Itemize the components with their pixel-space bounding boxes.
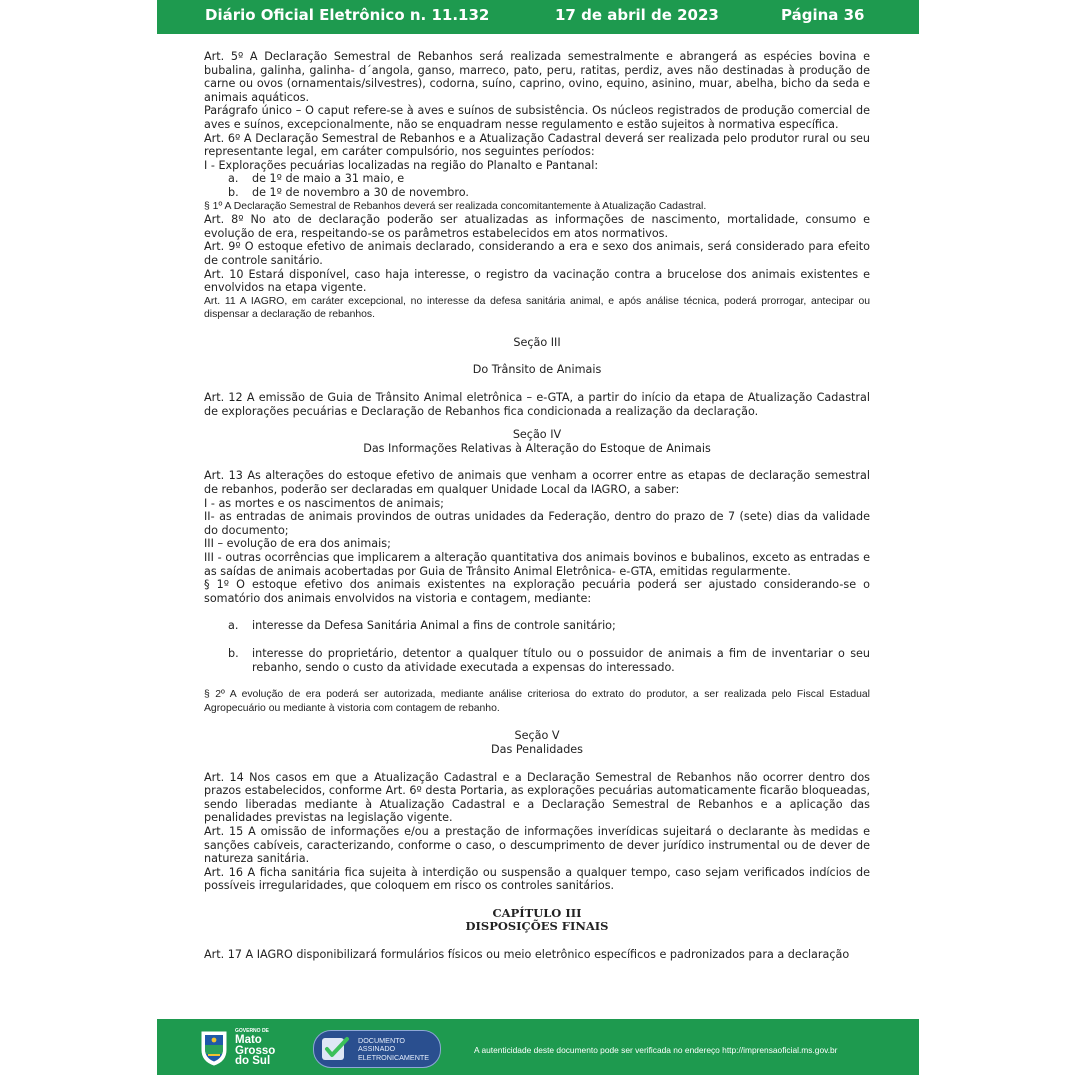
art-11: Art. 11 A IAGRO, em caráter excepcional, no interesse da defesa sanitária animal, e após análise técnica, poderá prorrogar, antecipar ou dispensar a declaração de rebanhos. xyxy=(204,295,870,321)
chapter-3-heading: CAPÍTULO III xyxy=(492,905,582,920)
list-text: de 1º de novembro a 30 de novembro. xyxy=(252,185,469,199)
art-13-inciso-3b: III - outras ocorrências que implicarem a alteração quantitativa dos animais bovinos e bubalinos, exceto as entradas e as saídas de animais acobertadas por Guia de Trânsito Animal Eletrônica- e-GTA, emitidas regularmente. xyxy=(204,551,870,578)
authenticity-note: A autenticidade deste documento pode ser verificada no endereço http://imprensaoficial.ms.gov.br xyxy=(474,1045,838,1055)
document-body xyxy=(204,50,870,962)
header-title: Diário Oficial Eletrônico n. 11.132 xyxy=(205,6,490,24)
ms-logo-line: Grosso xyxy=(235,1044,276,1057)
art-5: Art. 5º A Declaração Semestral de Rebanhos será realizada semestralmente e abrangerá as espécies bovina e bubalina, galinha, galinha- d´angola, ganso, marreco, pato, peru, ratitas, perdiz, aves não destinadas à produção de carne ou ovos (ornamentais/silvestres), codorna, suíno, caprino, ovino, equino, asinino, muar, abelha, bicho da seda e animais aquáticos. xyxy=(204,50,870,104)
header-date: 17 de abril de 2023 xyxy=(555,6,719,24)
signed-document-badge xyxy=(313,1030,441,1068)
page-header xyxy=(157,0,919,34)
page-footer xyxy=(157,1019,919,1075)
art-13: Art. 13 As alterações do estoque efetivo de animais que venham a ocorrer entre as etapas de declaração semestral de rebanhos, poderão ser declaradas em qualquer Unidade Local da IAGRO, a saber: xyxy=(204,469,870,497)
checkmark-icon xyxy=(320,1035,350,1063)
chapter-3-title: DISPOSIÇÕES FINAIS xyxy=(465,919,609,934)
header-page-number: Página 36 xyxy=(781,6,865,24)
document-page xyxy=(157,0,919,1075)
art-8: Art. 8º No ato de declaração poderão ser atualizadas as informações de nascimento, mortalidade, consumo e evolução de era, respeitando-se os parâmetros estabelecidos em atos normativos. xyxy=(204,213,870,240)
section-3-heading: Seção III xyxy=(513,335,561,349)
art-15: Art. 15 A omissão de informações e/ou a prestação de informações inverídicas sujeitará o declarante às medidas e sanções cabíveis, caracterizando, conforme o caso, o descumprimento de dever jurídico instrumental ou de dever de natureza sanitária. xyxy=(204,824,870,866)
badge-text xyxy=(358,1037,429,1062)
art-12: Art. 12 A emissão de Guia de Trânsito Animal eletrônica – e-GTA, a partir do início da etapa de Atualização Cadastral de explorações pecuárias e Declaração de Rebanhos fica condicionada a realização da declaração. xyxy=(204,391,870,418)
section-4-title: Das Informações Relativas à Alteração do Estoque de Animais xyxy=(363,441,711,455)
art-6-paragrafo-1: § 1º A Declaração Semestral de Rebanhos deverá ser realizada concomitantemente à Atualização Cadastral. xyxy=(204,200,707,212)
art-10: Art. 10 Estará disponível, caso haja interesse, o registro da vacinação contra a brucelose dos animais existentes e envolvidos na etapa vigente. xyxy=(204,267,870,295)
list-marker: b. xyxy=(228,646,239,660)
art-13-inciso-1: I - as mortes e os nascimentos de animais; xyxy=(204,496,444,510)
ms-logo-line: do Sul xyxy=(235,1055,271,1067)
ms-logo-line: Mato xyxy=(235,1034,262,1046)
list-item xyxy=(204,186,870,200)
section-5-title: Das Penalidades xyxy=(490,742,584,756)
section-5-heading: Seção V xyxy=(514,729,560,743)
list-text: interesse da Defesa Sanitária Animal a fins de controle sanitário; xyxy=(252,619,616,633)
art-6: Art. 6º A Declaração Semestral de Rebanhos e a Atualização Cadastral deverá ser realizada pelo produtor rural ou seu representante legal, em caráter compulsório, nos seguintes períodos: xyxy=(204,131,870,159)
badge-line: DOCUMENTO xyxy=(358,1036,405,1045)
list-item xyxy=(204,619,870,633)
list-marker: a. xyxy=(228,619,239,633)
art-5-paragrafo-unico: Parágrafo único – O caput refere-se à aves e suínos de subsistência. Os núcleos registrados de produção comercial de aves e suínos, excepcionalmente, não se enquadram nesse regulamento e estão sujeitos à normativa específica. xyxy=(204,104,870,131)
list-marker: b. xyxy=(228,185,239,199)
art-13-inciso-3: III – evolução de era dos animais; xyxy=(204,537,391,551)
art-13-paragrafo-1: § 1º O estoque efetivo dos animais existentes na exploração pecuária poderá ser ajustado considerando-se o somatório dos animais envolvidos na vistoria e contagem, mediante: xyxy=(204,578,870,605)
section-4-heading: Seção IV xyxy=(512,428,562,442)
ms-logo-text xyxy=(235,1028,275,1067)
art-16: Art. 16 A ficha sanitária fica sujeita à interdição ou suspensão a qualquer tempo, caso sejam verificados indícios de possíveis irregularidades, que coloquem em risco os controles sanitários. xyxy=(204,865,870,893)
art-13-paragrafo-2: § 2º A evolução de era poderá ser autorizada, mediante análise criteriosa do extrato do produtor, a ser realizada pelo Fiscal Estadual Agropecuário ou mediante à vistoria com contagem de rebanho. xyxy=(204,689,870,714)
list-item xyxy=(204,172,870,186)
list-marker: a. xyxy=(228,172,239,186)
list-item xyxy=(204,647,870,674)
state-shield-icon xyxy=(199,1030,229,1066)
art-13-inciso-2: II- as entradas de animais provindos de outras unidades da Federação, dentro do prazo de 7 (sete) dias da validade do documento; xyxy=(204,510,870,537)
badge-line: ASSINADO xyxy=(358,1044,396,1054)
art-17: Art. 17 A IAGRO disponibilizará formulários físicos ou meio eletrônico específicos e padronizados para a declaração xyxy=(204,948,850,962)
art-6-inciso-1: I - Explorações pecuárias localizadas na região do Planalto e Pantanal: xyxy=(204,158,599,172)
ms-government-logo xyxy=(199,1028,291,1068)
list-text: interesse do proprietário, detentor a qualquer título ou o possuidor de animais a fim de inventariar o seu rebanho, sendo o custo da atividade executada a expensas do interessado. xyxy=(252,646,870,674)
art-9: Art. 9º O estoque efetivo de animais declarado, considerando a era e sexo dos animais, será considerado para efeito de controle sanitário. xyxy=(204,240,870,267)
art-14: Art. 14 Nos casos em que a Atualização Cadastral e a Declaração Semestral de Rebanhos não ocorrer dentro dos prazos estabelecidos, conforme Art. 6º desta Portaria, as explorações pecuárias automaticamente ficarão bloqueadas, sendo liberadas mediante à Atualização Cadastral e a Declaração Semestral de Rebanhos e a aplicação das penalidades previstas na legislação vigente. xyxy=(204,770,870,825)
badge-line: ELETRONICAMENTE xyxy=(358,1052,430,1062)
section-3-title: Do Trânsito de Animais xyxy=(472,363,602,377)
ms-logo-small: GOVERNO DE xyxy=(235,1028,269,1034)
list-text: de 1º de maio a 31 maio, e xyxy=(252,172,405,186)
